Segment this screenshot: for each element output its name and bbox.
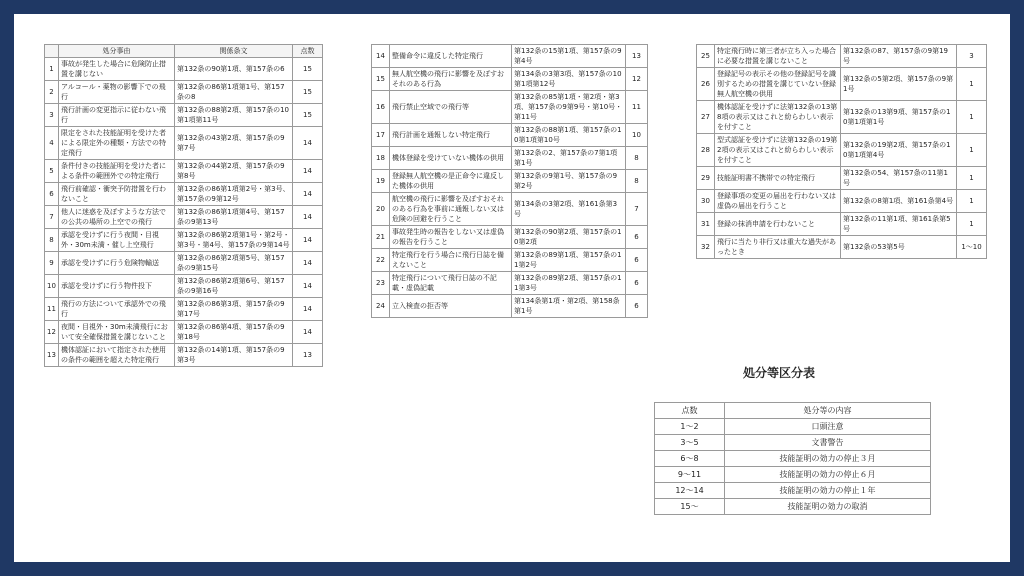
category-content: 口頭注意 xyxy=(725,419,931,435)
table-row xyxy=(697,167,987,190)
category-points: 12～14 xyxy=(655,483,725,499)
related-article: 第132条の86第2項第1号・第2号・第3号・第4号、第157条の9第14号 xyxy=(175,229,293,252)
related-article: 第132条の86第4項、第157条の9第18号 xyxy=(175,321,293,344)
row-number: 1 xyxy=(45,58,59,81)
points-value: 14 xyxy=(293,252,323,275)
violation-reason: 事故が発生した場合に危険防止措置を講じない xyxy=(59,58,175,81)
related-article: 第134条の3第3項、第157条の10第1項第12号 xyxy=(512,68,626,91)
related-article: 第132条の88第1項、第157条の10第1項第10号 xyxy=(512,124,626,147)
violation-table-1 xyxy=(44,44,323,367)
row-number: 23 xyxy=(372,272,390,295)
violation-reason: 無人航空機の飛行に影響を及ぼすおそれのある行為 xyxy=(390,68,512,91)
points-value: 12 xyxy=(626,68,648,91)
violation-reason: 技能証明書不携帯での特定飛行 xyxy=(715,167,841,190)
related-article: 第132条の86第3項、第157条の9第17号 xyxy=(175,298,293,321)
category-points: 15～ xyxy=(655,499,725,515)
related-article: 第132条の86第2項第5号、第157条の9第15号 xyxy=(175,252,293,275)
violation-reason: 特定飛行を行う場合に飛行日誌を備えないこと xyxy=(390,249,512,272)
category-content: 技能証明の効力の停止１年 xyxy=(725,483,931,499)
table-row xyxy=(45,321,323,344)
table-row xyxy=(372,226,648,249)
violation-reason: 他人に迷惑を及ぼすような方法での公共の場所の上空での飛行 xyxy=(59,206,175,229)
points-value: 14 xyxy=(293,160,323,183)
violation-reason: 登録事項の変更の届出を行わない又は虚偽の届出を行うこと xyxy=(715,190,841,213)
violation-reason: 立入検査の拒否等 xyxy=(390,295,512,318)
table-row xyxy=(372,147,648,170)
violation-reason: 夜間・目視外・30m未満飛行において安全確保措置を講じないこと xyxy=(59,321,175,344)
related-article: 第134条第1項・第2項、第158条第1号 xyxy=(512,295,626,318)
points-value: 6 xyxy=(626,272,648,295)
related-article: 第132条の85第1項・第2項・第3項、第157条の9第9号・第10号・第11号 xyxy=(512,91,626,124)
points-value: 15 xyxy=(293,58,323,81)
row-number: 9 xyxy=(45,252,59,275)
row-number: 27 xyxy=(697,101,715,134)
table-row xyxy=(372,124,648,147)
category-table-title: 処分等区分表 xyxy=(742,366,815,380)
violation-reason: 特定飛行について飛行日誌の不記載・虚偽記載 xyxy=(390,272,512,295)
category-content: 文書警告 xyxy=(725,435,931,451)
violation-reason: 承認を受けずに行う物件投下 xyxy=(59,275,175,298)
violation-reason: 登録の抹消申請を行わないこと xyxy=(715,213,841,236)
points-value: 8 xyxy=(626,147,648,170)
points-value: 10 xyxy=(626,124,648,147)
row-number: 32 xyxy=(697,236,715,259)
violation-reason: 承認を受けずに行う危険物輸送 xyxy=(59,252,175,275)
category-header-content: 処分等の内容 xyxy=(725,403,931,419)
category-row xyxy=(655,435,931,451)
row-number: 4 xyxy=(45,127,59,160)
violation-reason: 機体認証を受けずに法第132条の13第8項の表示又はこれと紛らわしい表示を付すこと xyxy=(715,101,841,134)
table-row xyxy=(45,206,323,229)
violation-reason: 特定飛行時に第三者が立ち入った場合に必要な措置を講じないこと xyxy=(715,45,841,68)
document-page xyxy=(14,14,1010,562)
table-row xyxy=(697,190,987,213)
row-number: 30 xyxy=(697,190,715,213)
table-row xyxy=(697,236,987,259)
related-article: 第132条の9第1号、第157条の9第2号 xyxy=(512,170,626,193)
row-number: 17 xyxy=(372,124,390,147)
table-row xyxy=(45,252,323,275)
table-row xyxy=(45,160,323,183)
related-article: 第132条の86第1項第1号、第157条の8 xyxy=(175,81,293,104)
table-row xyxy=(697,213,987,236)
points-value: 1 xyxy=(957,68,987,101)
header-no xyxy=(45,45,59,58)
category-row xyxy=(655,419,931,435)
violation-table-3 xyxy=(696,44,987,259)
row-number: 14 xyxy=(372,45,390,68)
header-article: 関係条文 xyxy=(175,45,293,58)
violation-table-2 xyxy=(371,44,648,318)
related-article: 第132条の89第2項、第157条の11第3号 xyxy=(512,272,626,295)
category-content: 技能証明の効力の停止６月 xyxy=(725,467,931,483)
points-value: 1～10 xyxy=(957,236,987,259)
points-value: 6 xyxy=(626,226,648,249)
table-row xyxy=(372,249,648,272)
violation-reason: 機体認証において指定された使用の条件の範囲を超えた特定飛行 xyxy=(59,344,175,367)
violation-reason: 飛行に当たり非行又は重大な過失があったとき xyxy=(715,236,841,259)
table-row xyxy=(697,101,987,134)
category-row xyxy=(655,451,931,467)
violation-reason: 飛行前確認・衝突予防措置を行わないこと xyxy=(59,183,175,206)
related-article: 第132条の86第1項第2号・第3号、第157条の9第12号 xyxy=(175,183,293,206)
violation-reason: 登録無人航空機の是正命令に違反した機体の供用 xyxy=(390,170,512,193)
row-number: 20 xyxy=(372,193,390,226)
violation-reason: 航空機の飛行に影響を及ぼすおそれのある行為を事前に通報しない又は危険の回避を行うこと xyxy=(390,193,512,226)
related-article: 第132条の90第1項、第157条の6 xyxy=(175,58,293,81)
header-reason: 処分事由 xyxy=(59,45,175,58)
table-row xyxy=(372,91,648,124)
table-row xyxy=(45,58,323,81)
related-article: 第132条の88第2項、第157条の10第1項第11号 xyxy=(175,104,293,127)
violation-reason: 飛行の方法について承認外での飛行 xyxy=(59,298,175,321)
table-row xyxy=(45,127,323,160)
related-article: 第132条の8第1項、第161条第4号 xyxy=(841,190,957,213)
points-value: 14 xyxy=(293,275,323,298)
related-article: 第132条の19第2項、第157条の10第1項第4号 xyxy=(841,134,957,167)
table-row xyxy=(697,134,987,167)
points-value: 6 xyxy=(626,295,648,318)
category-points: 3～5 xyxy=(655,435,725,451)
related-article: 第132条の53第5号 xyxy=(841,236,957,259)
related-article: 第132条の14第1項、第157条の9第3号 xyxy=(175,344,293,367)
row-number: 5 xyxy=(45,160,59,183)
header-points: 点数 xyxy=(293,45,323,58)
violation-reason: 限定をされた技能証明を受けた者による限定外の種類・方法での特定飛行 xyxy=(59,127,175,160)
row-number: 25 xyxy=(697,45,715,68)
row-number: 7 xyxy=(45,206,59,229)
related-article: 第132条の90第2項、第157条の10第2項 xyxy=(512,226,626,249)
table-row xyxy=(45,183,323,206)
violation-reason: 登録記号の表示その他の登録記号を識別するための措置を講じていない登録無人航空機の供用 xyxy=(715,68,841,101)
violation-reason: 型式認証を受けずに法第132条の19第2項の表示又はこれと紛らわしい表示を付すこと xyxy=(715,134,841,167)
points-value: 1 xyxy=(957,101,987,134)
table-row xyxy=(45,81,323,104)
violation-reason: 承認を受けずに行う夜間・目視外・30m未満・催し上空飛行 xyxy=(59,229,175,252)
table-row xyxy=(697,68,987,101)
related-article: 第132条の15第1項、第157条の9第4号 xyxy=(512,45,626,68)
row-number: 12 xyxy=(45,321,59,344)
table-row xyxy=(372,295,648,318)
category-content: 技能証明の効力の取消 xyxy=(725,499,931,515)
points-value: 1 xyxy=(957,134,987,167)
related-article: 第132条の5第2項、第157条の9第1号 xyxy=(841,68,957,101)
points-value: 6 xyxy=(626,249,648,272)
row-number: 3 xyxy=(45,104,59,127)
points-value: 14 xyxy=(293,321,323,344)
points-value: 15 xyxy=(293,81,323,104)
related-article: 第134条の3第2項、第161条第3号 xyxy=(512,193,626,226)
row-number: 2 xyxy=(45,81,59,104)
row-number: 24 xyxy=(372,295,390,318)
table-row xyxy=(45,344,323,367)
related-article: 第132条の2、第157条の7第1項第1号 xyxy=(512,147,626,170)
table-row xyxy=(45,229,323,252)
violation-reason: 事故発生時の報告をしない又は虚偽の報告を行うこと xyxy=(390,226,512,249)
row-number: 21 xyxy=(372,226,390,249)
table-row xyxy=(372,68,648,91)
row-number: 13 xyxy=(45,344,59,367)
row-number: 11 xyxy=(45,298,59,321)
category-header-points: 点数 xyxy=(655,403,725,419)
category-row xyxy=(655,467,931,483)
points-value: 11 xyxy=(626,91,648,124)
violation-reason: 整備命令に違反した特定飛行 xyxy=(390,45,512,68)
row-number: 19 xyxy=(372,170,390,193)
points-value: 1 xyxy=(957,190,987,213)
row-number: 28 xyxy=(697,134,715,167)
points-value: 3 xyxy=(957,45,987,68)
points-value: 8 xyxy=(626,170,648,193)
row-number: 6 xyxy=(45,183,59,206)
table-row xyxy=(45,104,323,127)
points-value: 14 xyxy=(293,206,323,229)
category-row xyxy=(655,499,931,515)
table-row xyxy=(45,298,323,321)
table-row xyxy=(372,272,648,295)
category-content: 技能証明の効力の停止３月 xyxy=(725,451,931,467)
points-value: 14 xyxy=(293,127,323,160)
row-number: 31 xyxy=(697,213,715,236)
violation-reason: 条件付きの技能証明を受けた者による条件の範囲外での特定飛行 xyxy=(59,160,175,183)
related-article: 第132条の54、第157条の11第1号 xyxy=(841,167,957,190)
points-value: 13 xyxy=(293,344,323,367)
violation-reason: 飛行禁止空域での飛行等 xyxy=(390,91,512,124)
violation-reason: アルコール・薬物の影響下での飛行 xyxy=(59,81,175,104)
category-row xyxy=(655,483,931,499)
row-number: 8 xyxy=(45,229,59,252)
violation-reason: 飛行計画を通報しない特定飛行 xyxy=(390,124,512,147)
category-points: 6～8 xyxy=(655,451,725,467)
related-article: 第132条の87、第157条の9第19号 xyxy=(841,45,957,68)
points-value: 7 xyxy=(626,193,648,226)
table-row xyxy=(372,193,648,226)
related-article: 第132条の43第2項、第157条の9第7号 xyxy=(175,127,293,160)
related-article: 第132条の13第9項、第157条の10第1項第1号 xyxy=(841,101,957,134)
row-number: 16 xyxy=(372,91,390,124)
row-number: 18 xyxy=(372,147,390,170)
category-points: 1～2 xyxy=(655,419,725,435)
points-value: 13 xyxy=(626,45,648,68)
related-article: 第132条の44第2項、第157条の9第8号 xyxy=(175,160,293,183)
points-value: 15 xyxy=(293,104,323,127)
points-value: 1 xyxy=(957,213,987,236)
row-number: 26 xyxy=(697,68,715,101)
related-article: 第132条の11第1項、第161条第5号 xyxy=(841,213,957,236)
points-value: 14 xyxy=(293,298,323,321)
category-points: 9～11 xyxy=(655,467,725,483)
related-article: 第132条の86第2項第6号、第157条の9第16号 xyxy=(175,275,293,298)
points-value: 14 xyxy=(293,183,323,206)
points-value: 1 xyxy=(957,167,987,190)
category-table xyxy=(654,402,931,515)
row-number: 29 xyxy=(697,167,715,190)
table-row xyxy=(697,45,987,68)
violation-reason: 飛行計画の変更指示に従わない飛行 xyxy=(59,104,175,127)
category-header-row xyxy=(655,403,931,419)
table-row xyxy=(45,275,323,298)
row-number: 10 xyxy=(45,275,59,298)
table-row xyxy=(372,45,648,68)
table-row xyxy=(372,170,648,193)
related-article: 第132条の89第1項、第157条の11第2号 xyxy=(512,249,626,272)
related-article: 第132条の86第1項第4号、第157条の9第13号 xyxy=(175,206,293,229)
violation-reason: 機体登録を受けていない機体の供用 xyxy=(390,147,512,170)
points-value: 14 xyxy=(293,229,323,252)
row-number: 22 xyxy=(372,249,390,272)
row-number: 15 xyxy=(372,68,390,91)
table-header-row xyxy=(45,45,323,58)
